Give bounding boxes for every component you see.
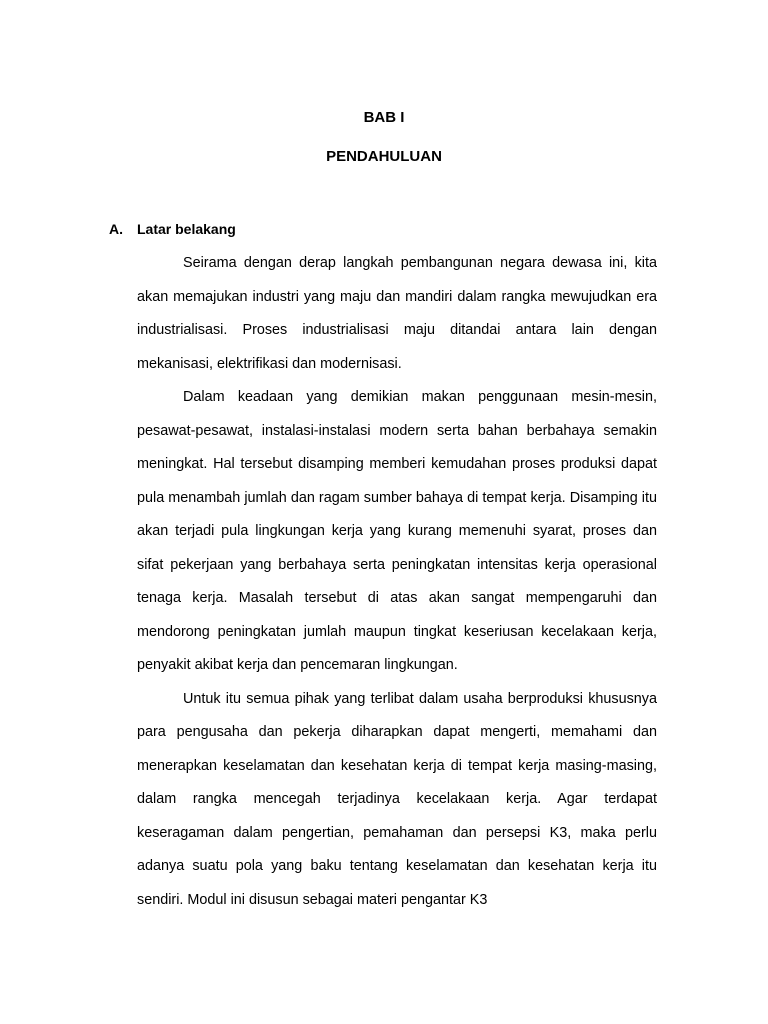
section-heading bbox=[109, 220, 236, 238]
body-text bbox=[137, 247, 657, 917]
paragraph: Seirama dengan derap langkah pembangunan negara dewasa ini, kita akan memajukan industri yang maju dan mandiri dalam rangka mewujudkan era industrialisasi. Proses industrialisasi maju ditandai antara lain dengan mekanisasi, elektrifikasi dan modernisasi. bbox=[137, 255, 657, 372]
section-letter: A. bbox=[109, 221, 123, 237]
paragraph: Untuk itu semua pihak yang terlibat dalam usaha berproduksi khususnya para pengusaha dan pekerja diharapkan dapat mengerti, memahami dan menerapkan keselamatan dan kesehatan kerja di tempat kerja masing-masing, dalam rangka mencegah terjadinya kecelakaan kerja. Agar terdapat keseragaman dalam pengertian, pemahaman dan persepsi K3, maka perlu adanya suatu pola yang baku tentang keselamatan dan kesehatan kerja itu sendiri. Modul ini disusun sebagai materi pengantar K3 bbox=[137, 690, 657, 908]
chapter-title: PENDAHULUAN bbox=[326, 148, 442, 165]
section-title: Latar belakang bbox=[137, 221, 236, 237]
chapter-number: BAB I bbox=[363, 109, 405, 126]
paragraph: Dalam keadaan yang demikian makan penggunaan mesin-mesin, pesawat-pesawat, instalasi-instalasi modern serta bahan berbahaya semakin meningkat. Hal tersebut disamping memberi kemudahan proses produksi dapat pula menambah jumlah dan ragam sumber bahaya di tempat kerja. Disamping itu akan terjadi pula lingkungan kerja yang kurang memenuhi syarat, proses dan sifat pekerjaan yang berbahaya serta peningkatan intensitas kerja operasional tenaga kerja. Masalah tersebut di atas akan sangat mempengaruhi dan mendorong peningkatan jumlah maupun tingkat keseriusan kecelakaan kerja, penyakit akibat kerja dan pencemaran lingkungan. bbox=[137, 389, 657, 673]
